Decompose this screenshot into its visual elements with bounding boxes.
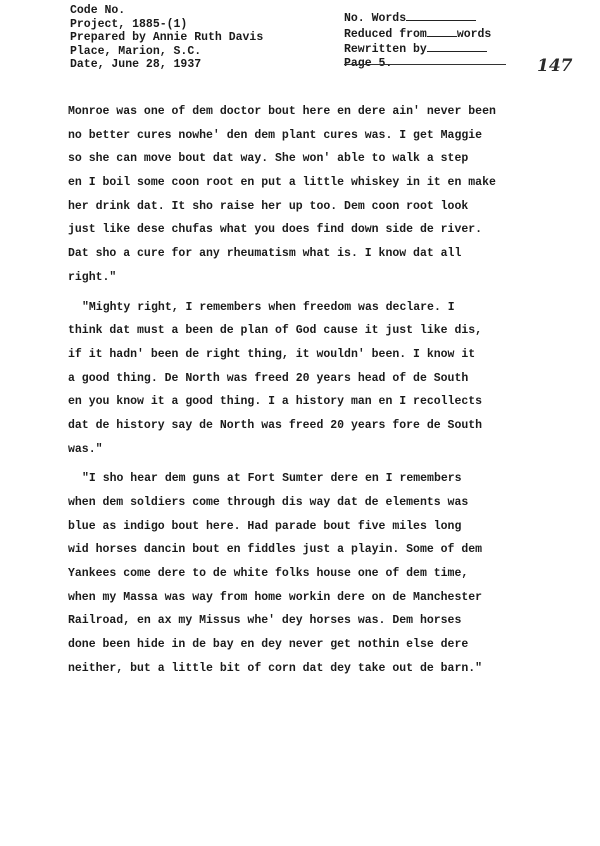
- text-line: Yankees come dere to de white folks house one of dem time,: [68, 567, 469, 581]
- rewritten-by-row: [344, 41, 491, 57]
- header-rule: [344, 64, 506, 65]
- rewritten-by-label: Rewritten by: [344, 43, 427, 57]
- text-line: neither, but a little bit of corn dat dey take out de barn.": [68, 661, 483, 675]
- reduced-from-blank: [427, 26, 457, 37]
- text-line: when dem soldiers come through dis way dat de elements was: [68, 496, 469, 509]
- text-line: no better cures nowhe' den dem plant cures was. I get Maggie: [68, 128, 483, 142]
- words-label: words: [456, 27, 492, 41]
- no-words-label: No. Words: [344, 12, 407, 25]
- place: Place, Marion, S.C.: [70, 44, 202, 58]
- text-line: en you know it a good thing. I a history man en I recollects: [68, 395, 483, 409]
- text-line: blue as indigo bout here. Had parade bout five miles long: [68, 519, 462, 533]
- reduced-from-row: [344, 26, 491, 42]
- text-line: Railroad, en ax my Missus whe' dey horses was. Dem horses: [68, 614, 462, 628]
- text-line: her drink dat. It sho raise her up too. Dem coon root look: [68, 199, 469, 213]
- date: Date, June 28, 1937: [70, 58, 202, 72]
- page-label: Page 5.: [344, 56, 393, 70]
- paragraph-2: [68, 296, 568, 462]
- code-number: Code No.: [70, 4, 126, 17]
- paragraph-3: [68, 467, 568, 680]
- text-line: wid horses dancin bout en fiddles just a playin. Some of dem: [68, 543, 483, 557]
- text-line: just like dese chufas what you does find down side de river.: [68, 223, 483, 237]
- text-line: Dat sho a cure for any rheumatism what is. I know dat all: [68, 247, 462, 261]
- text-line: right.": [68, 270, 117, 284]
- header-left: [70, 4, 263, 72]
- text-line: was.": [68, 442, 103, 456]
- text-line: Monroe was one of dem doctor bout here en dere ain' never been: [68, 105, 496, 118]
- no-words-blank: [406, 10, 476, 21]
- text-line: a good thing. De North was freed 20 years head of de South: [68, 371, 469, 385]
- no-words-row: [344, 10, 491, 26]
- text-line: en I boil some coon root en put a little whiskey in it en make: [68, 176, 496, 190]
- text-line: "Mighty right, I remembers when freedom was declare. I: [82, 300, 455, 314]
- text-line: done been hide in de bay en dey never get nothin else dere: [68, 638, 469, 652]
- text-line: dat de history say de North was freed 20 years fore de South: [68, 418, 483, 432]
- text-line: when my Massa was way from home workin dere on de Manchester: [68, 590, 483, 604]
- text-line: so she can move bout dat way. She won' able to walk a step: [68, 152, 469, 166]
- body-text: [68, 100, 568, 681]
- text-line: think dat must a been de plan of God cause it just like dis,: [68, 324, 483, 338]
- text-line: "I sho hear dem guns at Fort Sumter dere en I remembers: [82, 472, 462, 486]
- rewritten-by-blank: [427, 41, 487, 52]
- page-number: 147: [537, 56, 573, 76]
- reduced-from-label: Reduced from: [344, 27, 427, 41]
- paragraph-1: [68, 100, 568, 290]
- prepared-by: Prepared by Annie Ruth Davis: [70, 31, 264, 45]
- text-line: if it hadn' been de right thing, it wouldn' been. I know it: [68, 347, 476, 361]
- header-right: [344, 10, 491, 70]
- project-number: Project, 1885-(1): [70, 17, 188, 31]
